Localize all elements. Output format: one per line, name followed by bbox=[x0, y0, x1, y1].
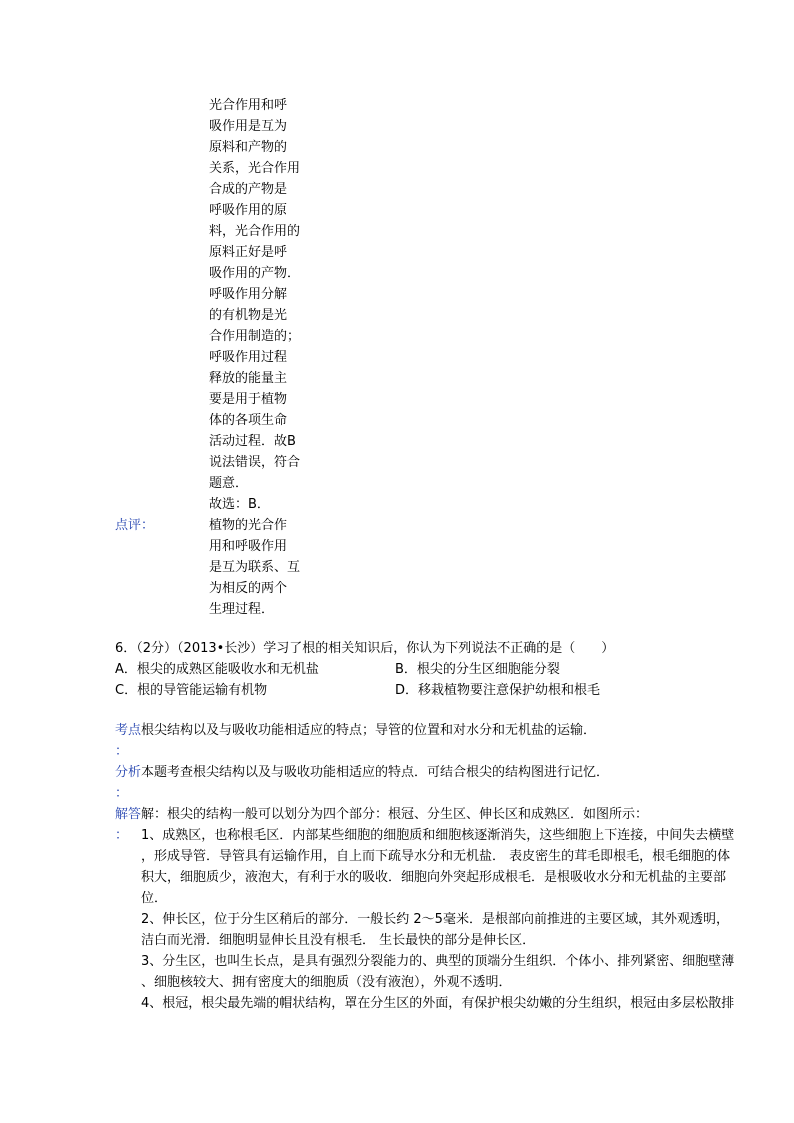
analysis-line: 合成的产物是 bbox=[209, 182, 288, 197]
analysis-line: 关系，光合作用 bbox=[209, 161, 301, 176]
jieda-colon: ： bbox=[115, 828, 129, 843]
fenxi-label: 分析 bbox=[115, 765, 142, 780]
option-b: B．根尖的分生区细胞能分裂 bbox=[395, 662, 560, 677]
comment-line: 生理过程． bbox=[209, 602, 275, 617]
analysis-line: 原料正好是呼 bbox=[209, 245, 288, 260]
fenxi-text: 本题考查根尖结构以及与吸收功能相适应的特点．可结合根尖的结构图进行记忆． bbox=[141, 765, 610, 780]
analysis-line: 的有机物是光 bbox=[209, 308, 288, 323]
option-d: D．移栽植物要注意保护幼根和根毛 bbox=[395, 683, 601, 698]
option-c: C．根的导管能运输有机物 bbox=[115, 683, 268, 698]
analysis-line: 吸作用的产物． bbox=[209, 266, 301, 281]
jieda-line: 1、成熟区，也称根毛区．内部某些细胞的细胞质和细胞核逐渐消失，这些细胞上下连接，中间失去横壁 bbox=[141, 828, 735, 843]
kaodian-label: 考点 bbox=[115, 723, 142, 738]
jieda-line: ，形成导管．导管具有运输作用，自上而下疏导水分和无机盐． 表皮密生的茸毛即根毛，根毛细胞的体 bbox=[141, 849, 731, 864]
analysis-line: 合作用制造的； bbox=[209, 329, 301, 344]
jieda-line: 积大，细胞质少，液泡大，有利于水的吸收．细胞向外突起形成根毛．是根吸收水分和无机盐的主要部 bbox=[141, 870, 727, 885]
jieda-label: 解答 bbox=[115, 807, 142, 822]
analysis-line: 光合作用和呼 bbox=[209, 98, 288, 113]
analysis-line: 释放的能量主 bbox=[209, 371, 288, 386]
comment-label: 点评： bbox=[115, 518, 155, 533]
analysis-line: 吸作用是互为 bbox=[209, 119, 288, 134]
jieda-line: 4、根冠，根尖最先端的帽状结构，罩在分生区的外面，有保护根尖幼嫩的分生组织，根冠由多层松散排 bbox=[141, 996, 735, 1011]
analysis-line: 料，光合作用的 bbox=[209, 224, 301, 239]
kaodian-text: 根尖结构以及与吸收功能相适应的特点；导管的位置和对水分和无机盐的运输． bbox=[141, 723, 597, 738]
comment-line: 植物的光合作 bbox=[209, 518, 288, 533]
option-a: A．根尖的成熟区能吸收水和无机盐 bbox=[115, 662, 319, 677]
analysis-line: 故选：B． bbox=[209, 497, 270, 512]
jieda-line: 2、伸长区，位于分生区稍后的部分．一般长约 2～5毫米．是根部向前推进的主要区域，其外观透明， bbox=[141, 912, 729, 927]
analysis-line: 活动过程．故B bbox=[209, 434, 296, 449]
jieda-intro: 解：根尖的结构一般可以划分为四个部分：根冠、分生区、伸长区和成熟区．如图所示： bbox=[141, 807, 649, 822]
analysis-line: 体的各项生命 bbox=[209, 413, 288, 428]
kaodian-colon: ： bbox=[115, 744, 129, 759]
jieda-line: 洁白而光滑．细胞明显伸长且没有根毛． 生长最快的部分是伸长区． bbox=[141, 933, 536, 948]
comment-line: 是互为联系、互 bbox=[209, 560, 301, 575]
question-stem: 6．（2分）（2013•长沙）学习了根的相关知识后，你认为下列说法不正确的是（ ） bbox=[115, 641, 615, 656]
comment-line: 为相反的两个 bbox=[209, 581, 288, 596]
fenxi-colon: ： bbox=[115, 786, 129, 801]
comment-line: 用和呼吸作用 bbox=[209, 539, 288, 554]
analysis-line: 要是用于植物 bbox=[209, 392, 288, 407]
analysis-line: 原料和产物的 bbox=[209, 140, 288, 155]
analysis-line: 呼吸作用分解 bbox=[209, 287, 288, 302]
jieda-line: 、细胞核较大、拥有密度大的细胞质（没有液泡），外观不透明． bbox=[141, 975, 512, 990]
jieda-line: 位． bbox=[141, 891, 168, 906]
jieda-line: 3、分生区，也叫生长点，是具有强烈分裂能力的、典型的顶端分生组织．个体小、排列紧密、细胞壁薄 bbox=[141, 954, 735, 969]
analysis-line: 题意． bbox=[209, 476, 249, 491]
analysis-line: 呼吸作用的原 bbox=[209, 203, 288, 218]
analysis-line: 说法错误，符合 bbox=[209, 455, 301, 470]
analysis-line: 呼吸作用过程 bbox=[209, 350, 288, 365]
